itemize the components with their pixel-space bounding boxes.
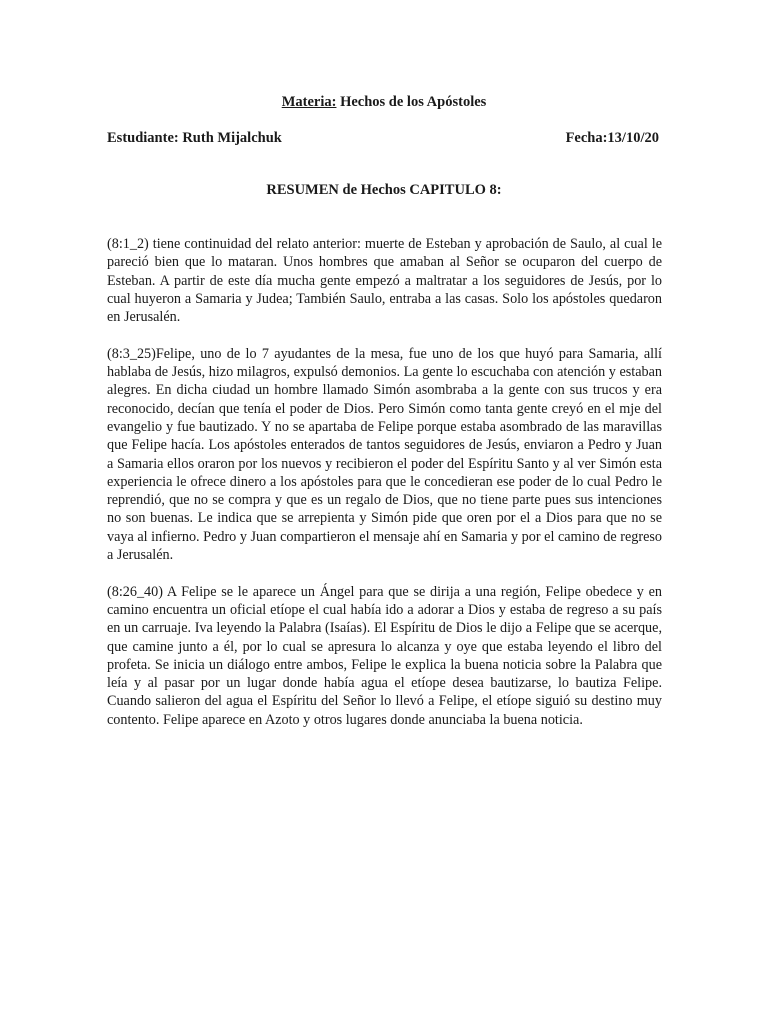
document-body <box>107 235 662 747</box>
paragraph-3: (8:26_40) A Felipe se le aparece un Ángel para que se dirija a una región, Felipe obedece y en camino encuentra un oficial etíope el cual había ido a adorar a Dios y estaba de regreso a su país en un carruaje. Iva leyendo la Palabra (Isaías). El Espíritu de Dios le dijo a Felipe que se acerque, que camine junto a él, por lo cual se apresura lo alcanza y oye que estaba leyendo el libro del profeta. Se inicia un diálogo entre ambos, Felipe le explica la buena noticia sobre la Palabra que leía y al pasar por un lugar donde había agua el etíope desea bautizarse, lo bautiza Felipe. Cuando salieron del agua el Espíritu del Señor lo llevó a Felipe, el etíope siguió su destino muy contento. Felipe aparece en Azoto y otros lugares donde anunciaba la buena noticia. <box>107 583 662 728</box>
date: Fecha:13/10/20 <box>565 130 659 146</box>
paragraph-1: (8:1_2) tiene continuidad del relato anterior: muerte de Esteban y aprobación de Saulo, al cual le pareció bien que lo mataran. Unos hombres que amaban al Señor se ocuparon del cuerpo de Esteban. A partir de este día mucha gente empezó a maltratar a los seguidores de Jesús, por lo cual huyeron a Samaria y Judea; También Saulo, entraba a las casas. Solo los apóstoles quedaron en Jerusalén. <box>107 236 662 326</box>
student-row <box>107 129 659 147</box>
document-heading: RESUMEN de Hechos CAPITULO 8: <box>266 182 502 198</box>
subject-line <box>0 93 768 111</box>
subject-label: Materia: <box>281 94 337 110</box>
student-name: Estudiante: Ruth Mijalchuk <box>107 130 282 146</box>
paragraph-2: (8:3_25)Felipe, uno de lo 7 ayudantes de la mesa, fue uno de los que huyó para Samaria, allí hablaba de Jesús, hizo milagros, expulsó demonios. La gente lo escuchaba con atención y estaban alegres. En dicha ciudad un hombre llamado Simón asombraba a la gente con sus trucos y era reconocido, decían que tenía el poder de Dios. Pero Simón como tanta gente creyó en el mje del evangelio y fue bautizado. Y no se apartaba de Felipe porque estaba asombrado de las maravillas que Felipe hacía. Los apóstoles enterados de tantos seguidores de Jesús, enviaron a Pedro y Juan a Samaria ellos oraron por los nuevos y recibieron el poder del Espíritu Santo y al ver Simón esta experiencia le ofrece dinero a los apóstoles para que le concedieran ese poder de lo cual Pedro le reprendió, que no se compra y que es un regalo de Dios, que no tiene parte pues sus intenciones no son buenas. Le indica que se arrepienta y Simón pide que oren por el a Dios para que no se vaya al infierno. Pedro y Juan compartieron el mensaje ahí en Samaria y por el camino de regreso a Jerusalén. <box>107 345 662 564</box>
subject-value: Hechos de los Apóstoles <box>340 94 487 110</box>
